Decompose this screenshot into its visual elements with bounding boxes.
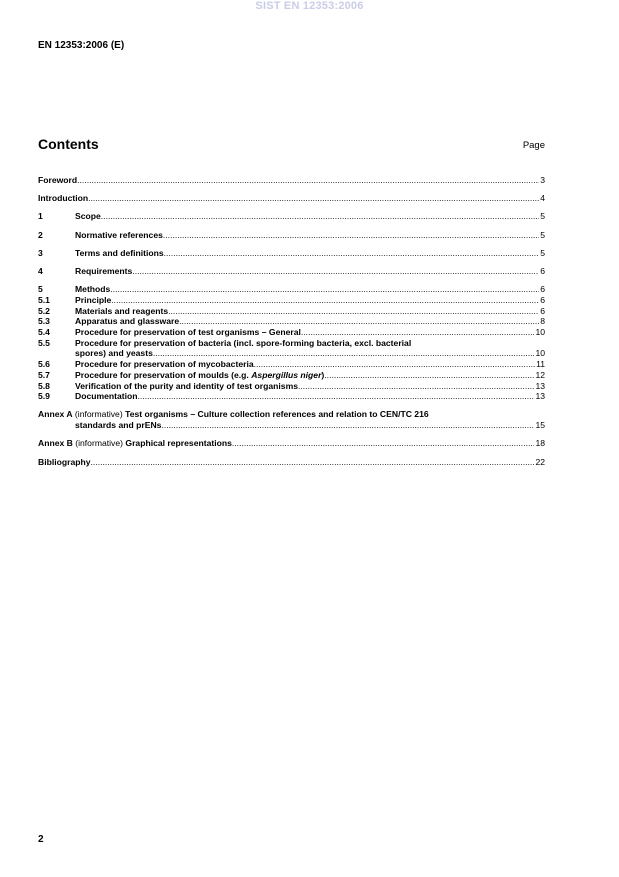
table-of-contents bbox=[38, 175, 545, 467]
toc-entry-title: Annex B (informative) Graphical representations bbox=[38, 438, 232, 449]
toc-entry-terms-definitions[interactable] bbox=[38, 248, 545, 259]
toc-entry-materials-reagents[interactable] bbox=[38, 306, 545, 317]
toc-entry-verification-purity[interactable] bbox=[38, 381, 545, 392]
toc-entry-apparatus-glassware[interactable] bbox=[38, 316, 545, 327]
toc-entry-page: 3 bbox=[540, 175, 545, 185]
toc-entry-number: 5.9 bbox=[38, 391, 50, 402]
toc-entry-preservation-bacteria[interactable] bbox=[38, 348, 545, 359]
toc-entry-title-cont: spores) and yeasts bbox=[75, 348, 153, 359]
toc-entry-page: 6 bbox=[540, 266, 545, 277]
toc-entry-number: 5.7 bbox=[38, 369, 50, 380]
watermark: SIST EN 12353:2006 bbox=[255, 0, 364, 12]
toc-entry-title: Requirements bbox=[75, 266, 133, 277]
toc-entry-title: Introduction bbox=[38, 193, 89, 204]
toc-entry-title: Procedure for preservation of test organisms – General bbox=[75, 327, 301, 338]
toc-entry-number: 5.1 bbox=[38, 294, 50, 305]
toc-entry-number: 5.8 bbox=[38, 380, 50, 391]
toc-entry-number: 4 bbox=[38, 266, 43, 277]
toc-entry-title-cont: standards and prENs bbox=[75, 420, 162, 431]
toc-entry-page: 11 bbox=[536, 359, 545, 370]
toc-entry-page: 6 bbox=[540, 294, 545, 305]
toc-entry-methods[interactable] bbox=[38, 284, 545, 295]
toc-entry-page: 12 bbox=[535, 369, 545, 380]
toc-entry-number: 5.2 bbox=[38, 305, 50, 316]
toc-entry-requirements[interactable] bbox=[38, 266, 545, 277]
toc-entry-page: 5 bbox=[540, 229, 545, 240]
toc-entry-page: 10 bbox=[535, 327, 545, 338]
toc-entry-number: 5.5 bbox=[38, 337, 50, 348]
page-column-label: Page bbox=[522, 140, 545, 151]
toc-entry-principle[interactable] bbox=[38, 295, 545, 306]
toc-entry-title: Materials and reagents bbox=[75, 305, 169, 316]
toc-entry-normative-references[interactable] bbox=[38, 230, 545, 241]
toc-entry-preservation-general[interactable] bbox=[38, 327, 545, 338]
toc-entry-annex-a[interactable] bbox=[38, 420, 545, 431]
toc-entry-number: 1 bbox=[38, 211, 43, 222]
toc-entry-page: 6 bbox=[540, 305, 545, 316]
toc-entry-bibliography[interactable] bbox=[38, 457, 545, 468]
toc-entry-introduction[interactable] bbox=[38, 193, 545, 204]
document-identifier: EN 12353:2006 (E) bbox=[38, 40, 125, 51]
toc-entry-number: 5 bbox=[38, 284, 43, 295]
toc-entry-number: 5.4 bbox=[38, 327, 50, 338]
toc-entry-page: 8 bbox=[540, 316, 545, 327]
toc-entry-title: Verification of the purity and identity of test organisms bbox=[75, 380, 298, 391]
toc-entry-number: 5.6 bbox=[38, 359, 50, 370]
toc-entry-title: Methods bbox=[75, 284, 111, 295]
toc-entry-page: 22 bbox=[535, 456, 545, 467]
toc-entry-number: 3 bbox=[38, 247, 43, 258]
toc-entry-title: Terms and definitions bbox=[75, 247, 164, 258]
toc-entry-page: 10 bbox=[535, 348, 545, 359]
toc-entry-page: 18 bbox=[535, 438, 545, 449]
toc-entry-annex-a-line1[interactable] bbox=[38, 409, 545, 420]
toc-entry-page: 5 bbox=[540, 247, 545, 258]
toc-entry-title: Foreword bbox=[38, 175, 78, 185]
toc-entry-number: 2 bbox=[38, 229, 43, 240]
contents-heading: Contents bbox=[38, 136, 99, 152]
toc-entry-title: Principle bbox=[75, 294, 112, 305]
toc-entry-title: Scope bbox=[75, 211, 101, 222]
toc-entry-title: Bibliography bbox=[38, 456, 91, 467]
toc-entry-preservation-moulds[interactable] bbox=[38, 370, 545, 381]
toc-entry-page: 15 bbox=[535, 420, 545, 431]
toc-entry-annex-b[interactable] bbox=[38, 438, 545, 449]
toc-entry-page: 13 bbox=[535, 380, 545, 391]
toc-entry-page: 6 bbox=[540, 284, 545, 295]
toc-entry-scope[interactable] bbox=[38, 211, 545, 222]
toc-entry-preservation-mycobacteria[interactable] bbox=[38, 359, 545, 370]
toc-entry-title: Documentation bbox=[75, 391, 138, 402]
toc-entry-foreword[interactable] bbox=[38, 175, 545, 186]
toc-entry-title: Procedure for preservation of bacteria (incl. spore-forming bacteria, excl. bacterial bbox=[75, 337, 412, 348]
toc-entry-number: 5.3 bbox=[38, 316, 50, 327]
toc-entry-documentation[interactable] bbox=[38, 391, 545, 402]
toc-entry-page: 13 bbox=[535, 391, 545, 402]
toc-entry-title: Procedure for preservation of mycobacteria bbox=[75, 359, 254, 370]
toc-entry-page: 4 bbox=[540, 193, 545, 204]
toc-entry-title: Normative references bbox=[75, 229, 163, 240]
toc-entry-title: Annex A (informative) Test organisms – Culture collection references and relation to CEN/TC 216 bbox=[38, 409, 429, 420]
page-number: 2 bbox=[38, 834, 44, 845]
toc-entry-page: 5 bbox=[540, 211, 545, 222]
toc-entry-title: Procedure for preservation of moulds (e.g. Aspergillus niger) bbox=[75, 369, 325, 380]
toc-entry-title: Apparatus and glassware bbox=[75, 316, 180, 327]
toc-entry-preservation-bacteria-line1[interactable] bbox=[38, 338, 545, 349]
